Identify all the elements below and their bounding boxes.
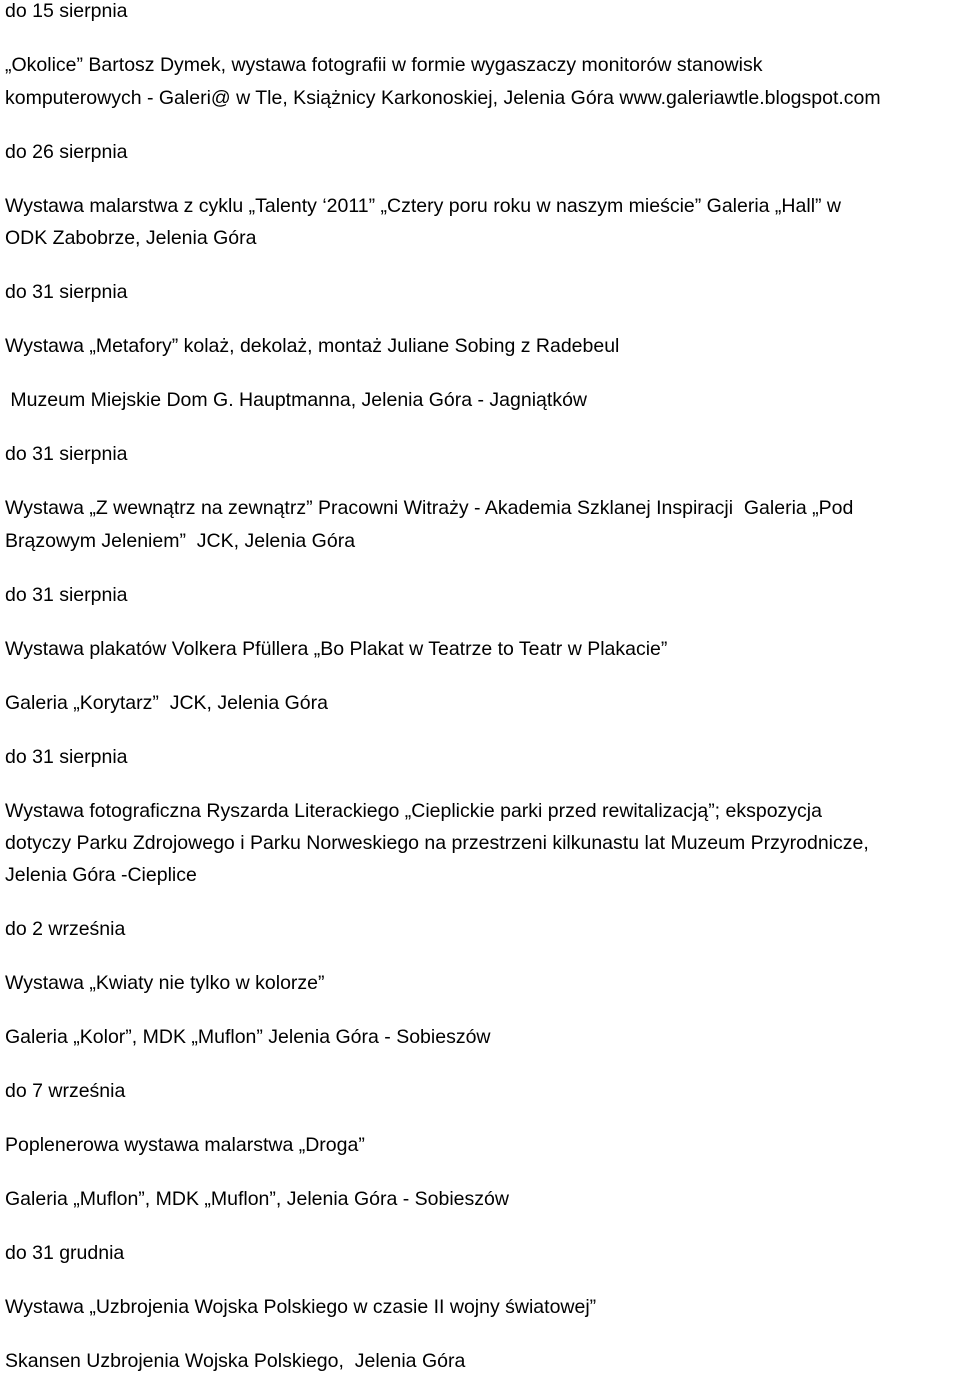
event-description-line: ODK Zabobrze, Jelenia Góra [5,227,257,249]
event-description-line: Poplenerowa wystawa malarstwa „Droga” [5,1134,365,1156]
event-description-line: Wystawa „Metafory” kolaż, dekolaż, montaż Juliane Sobing z Radebeul [5,335,620,357]
event-venue-line: Muzeum Miejskie Dom G. Hauptmanna, Jelenia Góra - Jagniątków [5,389,587,411]
event-date: do 2 września [5,918,126,940]
event-description-line: Wystawa plakatów Volkera Pfüllera „Bo Plakat w Teatrze to Teatr w Plakacie” [5,638,668,660]
event-description-line: komputerowych - Galeri@ w Tle, Książnicy Karkonoskiej, Jelenia Góra www.galeriawtle.blogspot.com [5,87,881,109]
event-description-line: Wystawa „Z wewnątrz na zewnątrz” Pracowni Witraży - Akademia Szklanej Inspiracji Galeria „Pod [5,497,854,519]
event-date: do 31 sierpnia [5,584,128,606]
event-venue-line: Skansen Uzbrojenia Wojska Polskiego, Jelenia Góra [5,1350,466,1372]
event-date: do 26 sierpnia [5,141,128,163]
event-date: do 31 grudnia [5,1242,125,1264]
event-date: do 31 sierpnia [5,746,128,768]
event-venue-line: Galeria „Korytarz” JCK, Jelenia Góra [5,692,328,714]
event-description-line: Jelenia Góra -Cieplice [5,864,197,886]
event-venue-line: Galeria „Muflon”, MDK „Muflon”, Jelenia Góra - Sobieszów [5,1188,509,1210]
event-description-line: Wystawa fotograficzna Ryszarda Literackiego „Cieplickie parki przed rewitalizacją”; ekspozycja [5,800,822,822]
event-description-line: dotyczy Parku Zdrojowego i Parku Norweskiego na przestrzeni kilkunastu lat Muzeum Przyrodnicze, [5,832,869,854]
event-description-line: „Okolice” Bartosz Dymek, wystawa fotografii w formie wygaszaczy monitorów stanowisk [5,54,763,76]
event-venue-line: Galeria „Kolor”, MDK „Muflon” Jelenia Góra - Sobieszów [5,1026,491,1048]
event-description-line: Wystawa „Kwiaty nie tylko w kolorze” [5,972,325,994]
event-description-line: Brązowym Jeleniem” JCK, Jelenia Góra [5,530,356,552]
event-date: do 7 września [5,1080,126,1102]
event-date: do 31 sierpnia [5,281,128,303]
event-description-line: Wystawa „Uzbrojenia Wojska Polskiego w czasie II wojny światowej” [5,1296,597,1318]
event-description-line: Wystawa malarstwa z cyklu „Talenty ‘2011” „Cztery poru roku w naszym mieście” Galeria „Hall” w [5,195,842,217]
event-date: do 15 sierpnia [5,0,128,22]
event-date: do 31 sierpnia [5,443,128,465]
